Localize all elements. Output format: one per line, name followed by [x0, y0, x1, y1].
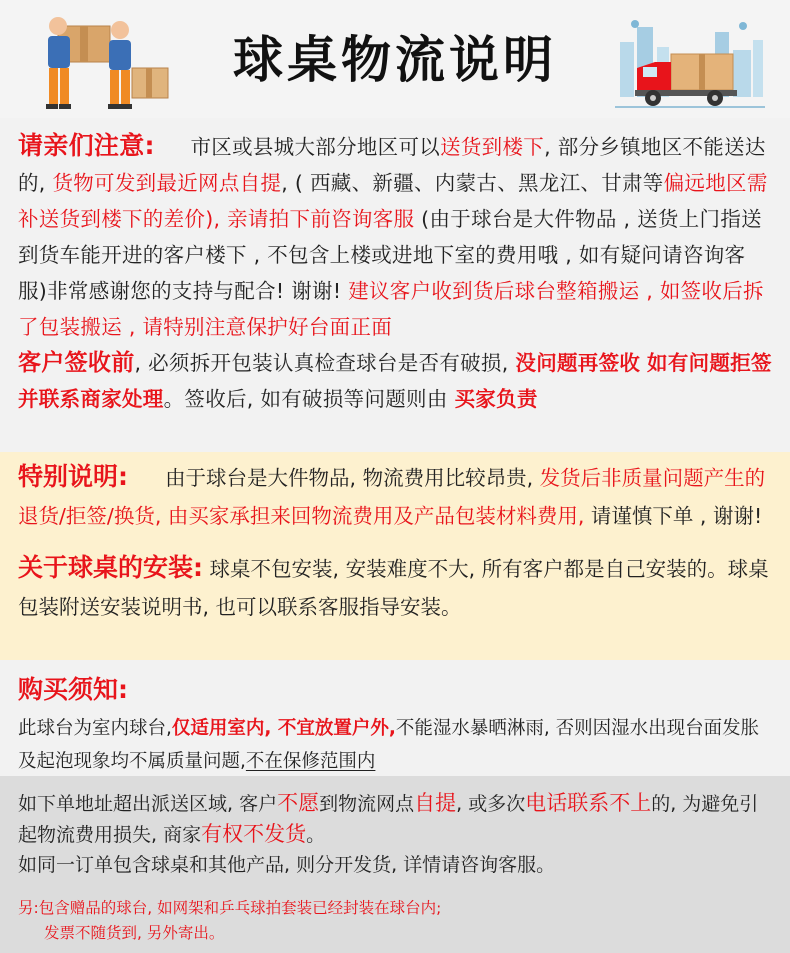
special-lead: 特别说明: — [18, 462, 128, 491]
notice-text: , 部分乡镇地区不能送达的, — [18, 135, 766, 195]
header — [0, 0, 790, 118]
notice-highlight-pickup: 货物可发到最近网点自提 — [52, 171, 282, 195]
notice-text: , ( 西藏、新疆、内蒙古、黑龙江、甘肃等 — [281, 171, 664, 195]
sign-highlight-ok: 没问题再签收 — [515, 351, 641, 375]
note-split-shipping: 如同一订单包含球桌和其他产品, 则分开发货, 详情请咨询客服。 — [18, 854, 556, 876]
notice-paragraph — [18, 128, 774, 345]
note-highlight: 不愿 — [277, 791, 320, 815]
sign-highlight-buyer: 买家负责 — [454, 387, 538, 411]
purchase-highlight: 仅适用室内, 不宜放置户外, — [171, 718, 396, 739]
notice-lead: 请亲们注意: — [18, 131, 155, 160]
purchase-section — [18, 670, 774, 778]
purchase-text-part: 此球台为室内球台, — [18, 718, 172, 739]
note-section — [0, 776, 790, 953]
note-text: , 或多次 — [456, 793, 526, 815]
page-title: 球桌物流说明 — [233, 31, 557, 89]
notice-highlight-remote: 偏远地区需补送货到楼下的差价) — [18, 171, 768, 231]
install-text: 球桌不包安装, 安装难度不大, 所有客户都是自己安装的。球桌包装附送安装说明书, 也可以联系客服指导安装。 — [18, 557, 769, 619]
purchase-warranty: 不在保修范围内 — [245, 751, 376, 772]
delivery-truck-city-icon — [615, 12, 765, 112]
note-other — [18, 896, 774, 946]
sign-text: 。签收后, 如有破损等问题则由 — [163, 387, 448, 411]
sign-text: , 必须拆开包装认真检查球台是否有破损, — [134, 351, 509, 375]
sign-lead: 客户签收前 — [18, 350, 135, 376]
special-highlight: 发货后非质量问题产生的退货/拒签/换货, 由买家承担来回物流费用及产品包装材料费用, — [18, 466, 766, 528]
note-text: 如下单地址超出派送区域, 客户 — [18, 793, 278, 815]
notice-text: 市区或县城大部分地区可以 — [190, 135, 441, 159]
notice-highlight-carry: 建议客户收到货后球台整箱搬运 , 如签收后拆了包装搬运 , 请特别注意保护好台面正面 — [18, 279, 764, 339]
special-paragraph — [18, 458, 774, 535]
note-invoice: 发票不随货到, 另外寄出。 — [44, 924, 225, 942]
note-paragraph — [18, 788, 774, 850]
special-text: 由于球台是大件物品, 物流费用比较昂贵, — [165, 466, 534, 490]
special-text: 请谨慎下单 , 谢谢! — [590, 504, 763, 528]
purchase-text — [18, 712, 774, 778]
notice-highlight-delivery: 送货到楼下 — [440, 135, 545, 159]
sign-paragraph — [18, 345, 774, 417]
note-highlight: 自提 — [414, 791, 457, 815]
note-gift: 另:包含赠品的球台, 如网架和乒乓球拍套装已经封装在球台内; — [18, 899, 442, 917]
notice-text: (由于球台是大件物品 , 送货上门指送到货车能开进的客户楼下 , 不包含上楼或进地下室的费用哦 , 如有疑问请咨询客服)非常感谢您的支持与配合! 谢谢! — [18, 207, 762, 303]
note-text: 的, 为避免引起物流费用损失, 商家 — [18, 793, 759, 846]
notice-section — [18, 128, 774, 417]
purchase-text-part: 不能湿水暴晒淋雨, — [395, 718, 550, 739]
note-text: 到物流网点 — [319, 793, 415, 815]
sign-highlight-refuse: 如有问题拒签并联系商家处理 — [18, 351, 772, 411]
purchase-title: 购买须知: — [18, 675, 128, 704]
install-lead: 关于球桌的安装: — [18, 553, 203, 582]
special-section — [0, 452, 790, 660]
notice-highlight-consult: , 亲请拍下前咨询客服 — [213, 207, 415, 231]
purchase-text-part: 否则因湿水出现台面发胀及起泡现象均不属质量问题, — [18, 718, 760, 772]
note-highlight: 有权不发货 — [201, 822, 307, 846]
note-highlight: 电话联系不上 — [525, 791, 652, 815]
note-text: 。 — [306, 824, 326, 846]
install-paragraph — [18, 549, 774, 626]
